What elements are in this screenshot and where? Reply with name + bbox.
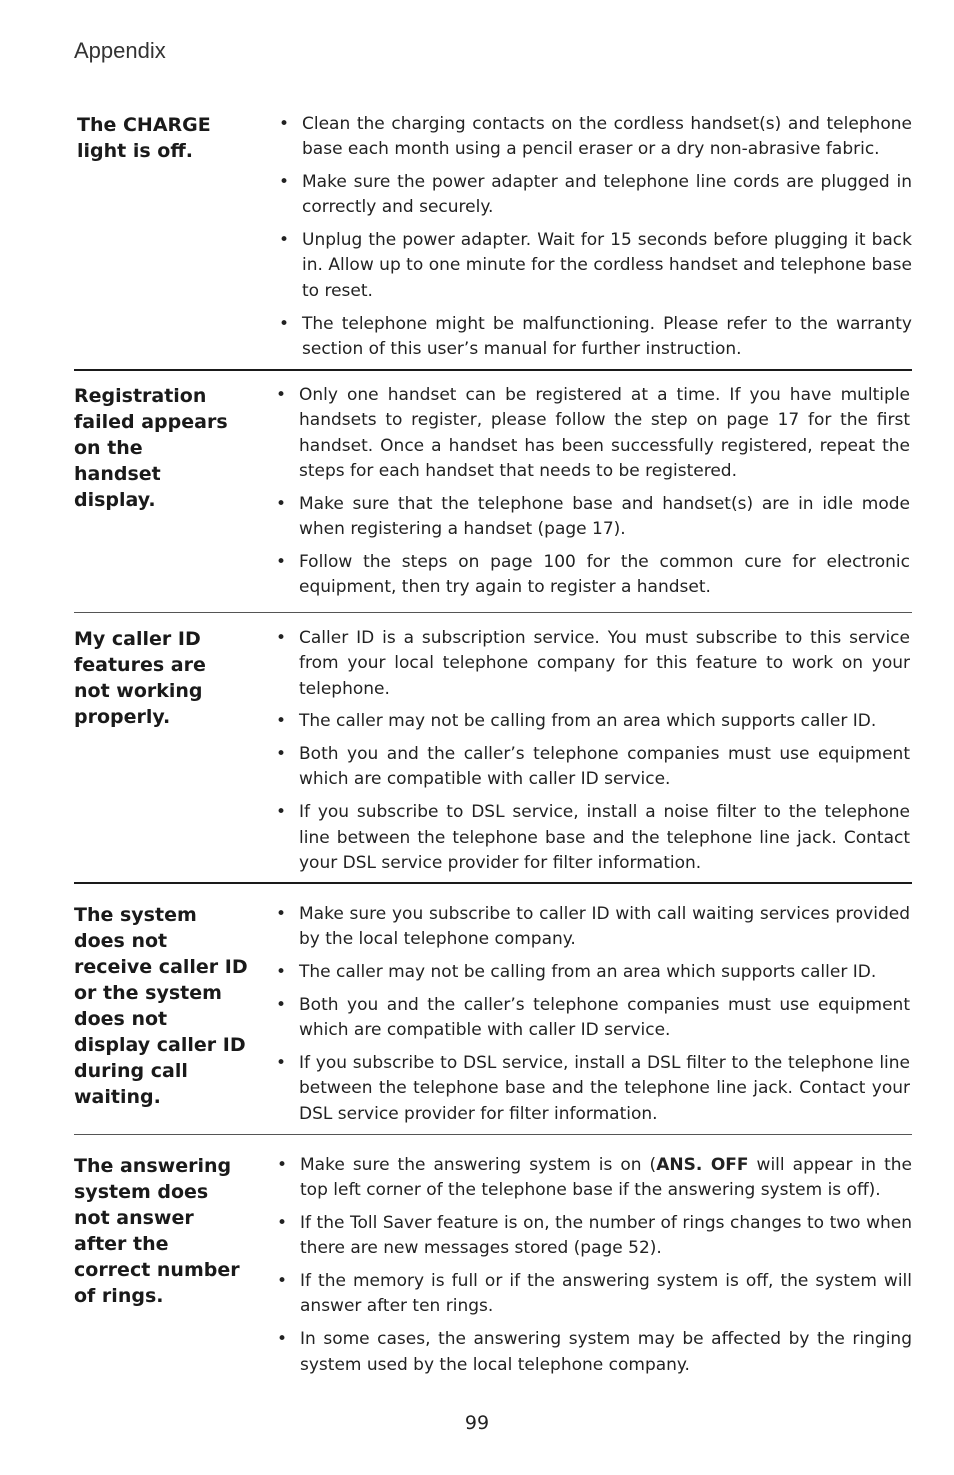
problem-title: The CHARGE light is off.	[77, 114, 211, 162]
solution-item	[274, 800, 910, 876]
solution-item	[274, 1051, 910, 1127]
solution-list	[274, 626, 910, 884]
solution-item	[275, 1327, 912, 1378]
solution-item	[277, 312, 912, 363]
row-divider	[74, 612, 912, 613]
bullet-icon: •	[276, 994, 287, 1015]
solution-item	[274, 902, 910, 953]
solution-item	[274, 550, 910, 601]
bullet-icon: •	[279, 114, 290, 134]
bullet-icon: •	[279, 172, 290, 193]
bullet-icon: •	[279, 230, 290, 251]
solution-text: In some cases, the answering system may be affected by the ringing system used by the local telephone company.	[300, 1329, 912, 1375]
solution-list	[277, 112, 912, 370]
solution-text: If the Toll Saver feature is on, the number of rings changes to two when there are new messages stored (page 52).	[300, 1213, 912, 1259]
solution-item	[275, 1211, 912, 1262]
solution-item	[275, 1269, 912, 1320]
solution-text: Both you and the caller’s telephone companies must use equipment which are compatible with caller ID service.	[299, 994, 910, 1041]
solution-item	[277, 228, 912, 304]
bullet-icon: •	[276, 1052, 287, 1073]
problem-title: The system does not receive caller ID or the system does not display caller ID during call waiting.	[74, 904, 248, 1108]
solution-text: Caller ID is a subscription service. You must subscribe to this service from your local telephone company for this feature to work on your telephone.	[299, 628, 910, 699]
problem-title: The answering system does not answer after the correct number of rings.	[74, 1155, 240, 1307]
solution-text-before: Make sure the answering system is on (	[300, 1155, 657, 1175]
solution-list	[275, 1153, 912, 1385]
bullet-icon: •	[276, 551, 287, 572]
solution-text: The caller may not be calling from an area which supports caller ID.	[299, 962, 877, 983]
bullet-icon: •	[276, 385, 287, 405]
solution-text: Clean the charging contacts on the cordless handset(s) and telephone base each month using a pencil eraser or a dry non-abrasive fabric.	[302, 114, 912, 160]
solution-text-after: will appear in the top left corner of the telephone base if the answering system is off).	[300, 1155, 912, 1201]
bullet-icon: •	[277, 1213, 288, 1234]
solution-text: Follow the steps on page 100 for the common cure for electronic equipment, then try again to register a handset.	[299, 551, 910, 598]
bullet-icon: •	[279, 313, 290, 334]
solution-item	[274, 993, 910, 1044]
solution-text: If you subscribe to DSL service, install a noise filter to the telephone line between the telephone base and the telephone line jack. Contact your DSL service provider for filter information.	[299, 802, 910, 873]
solution-item	[275, 1153, 912, 1204]
bullet-icon: •	[276, 904, 287, 924]
row-divider	[74, 882, 912, 884]
solution-item	[274, 626, 910, 702]
solution-item	[274, 383, 910, 484]
solution-list	[274, 383, 910, 608]
solution-text: The caller may not be calling from an area which supports caller ID.	[299, 711, 877, 732]
bullet-icon: •	[276, 628, 287, 648]
solution-text: The telephone might be malfunctioning. Please refer to the warranty section of this user’s manual for further instruction.	[302, 313, 912, 359]
solution-item	[274, 960, 910, 985]
bullet-icon: •	[276, 744, 287, 765]
bullet-icon: •	[276, 711, 287, 732]
bullet-icon: •	[277, 1271, 288, 1292]
solution-item	[274, 709, 910, 734]
solution-item	[274, 492, 910, 543]
solution-text: If the memory is full or if the answering system is off, the system will answer after ten rings.	[300, 1271, 912, 1317]
bullet-icon: •	[277, 1329, 288, 1350]
solution-text: Make sure that the telephone base and handset(s) are in idle mode when registering a handset (page 17).	[299, 493, 910, 539]
page-number: 99	[464, 1412, 490, 1434]
bullet-icon: •	[276, 493, 287, 514]
solution-text: If you subscribe to DSL service, install a DSL filter to the telephone line between the telephone base and the telephone line jack. Contact your DSL service provider for filter information.	[299, 1052, 910, 1124]
bullet-icon: •	[276, 962, 287, 983]
solution-item	[274, 742, 910, 793]
solution-text: Unplug the power adapter. Wait for 15 seconds before plugging it back in. Allow up to one minute for the cordless handset and telephone base to reset.	[302, 230, 912, 301]
solution-text: Make sure the power adapter and telephone line cords are plugged in correctly and securely.	[302, 172, 912, 218]
row-divider	[74, 369, 912, 371]
solution-list	[274, 902, 910, 1134]
row-divider	[74, 1134, 912, 1135]
problem-title: Registration failed appears on the handset display.	[74, 385, 228, 511]
bullet-icon: •	[276, 802, 287, 823]
solution-item	[277, 170, 912, 221]
solution-item	[277, 112, 912, 163]
problem-title: My caller ID features are not working properly.	[74, 628, 206, 728]
section-header: Appendix	[74, 38, 166, 63]
bullet-icon: •	[277, 1155, 288, 1175]
solution-text: Both you and the caller’s telephone companies must use equipment which are compatible with caller ID service.	[299, 744, 910, 790]
solution-text: Only one handset can be registered at a time. If you have multiple handsets to register, please follow the step on page 17 for the first handset. Once a handset has been successfully registered, repeat the steps for each handset that needs to be registered.	[299, 385, 910, 481]
solution-text: Make sure you subscribe to caller ID with call waiting services provided by the local telephone company.	[299, 904, 910, 950]
ans-off-indicator: ANS. OFF	[656, 1155, 749, 1175]
